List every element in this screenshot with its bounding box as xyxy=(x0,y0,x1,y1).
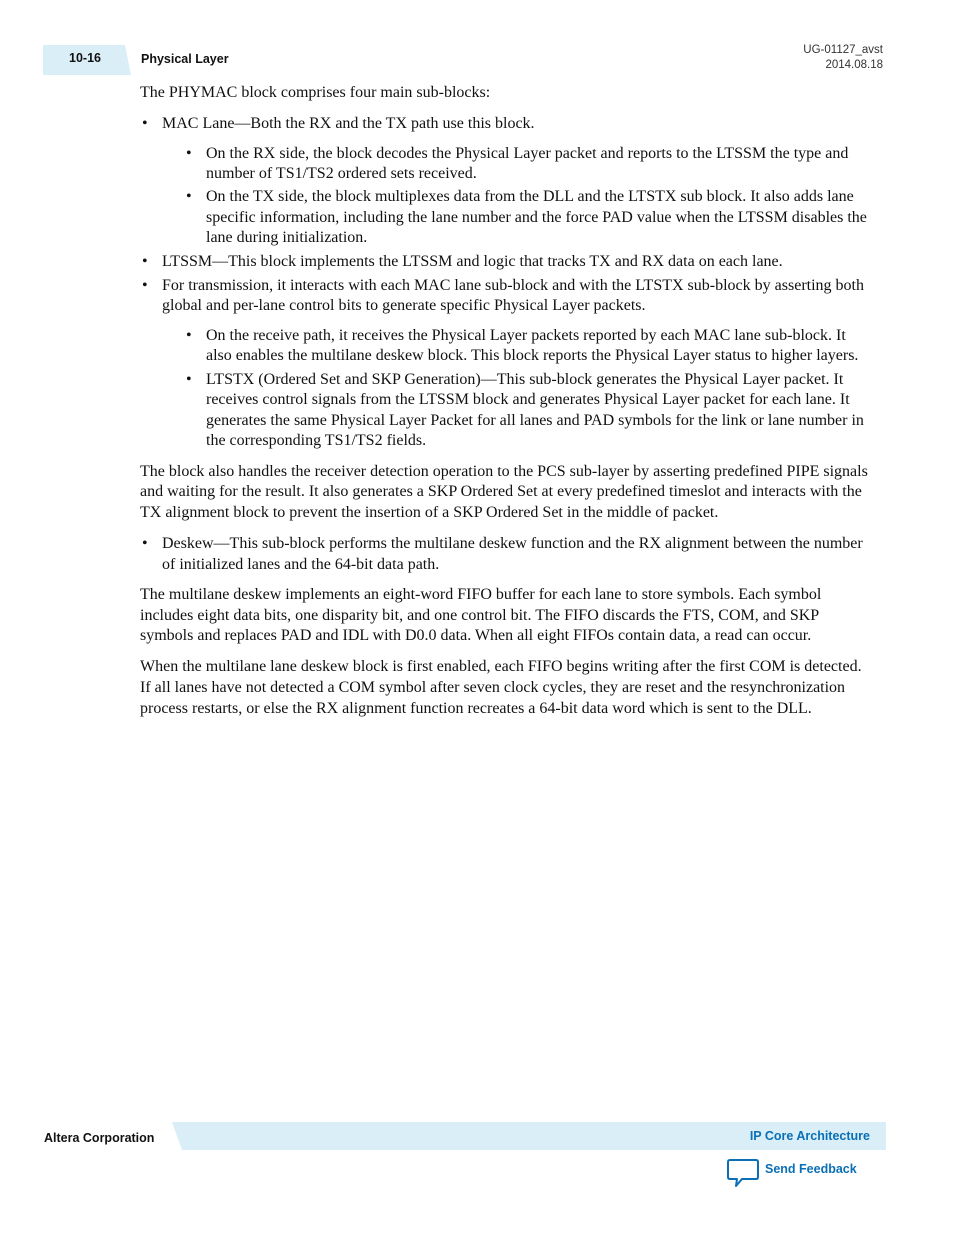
enable-paragraph: When the multilane lane deskew block is first enabled, each FIFO begins writing after the first COM is detected. If all lanes have not detected a COM symbol after seven clock cycles, they are reset and the resynchronization process restarts, or else the RX alignment function recreates a 64-bit data word which is sent to the DLL. xyxy=(140,658,862,717)
chapter-link[interactable]: IP Core Architecture xyxy=(749,1129,870,1143)
send-feedback-label: Send Feedback xyxy=(765,1162,857,1176)
nested-list xyxy=(184,144,873,249)
speech-bubble-icon xyxy=(727,1158,759,1188)
list-item: • On the receive path, it receives the Physical Layer packets reported by each MAC lane sub-block. It also enables the multilane deskew block. This block reports the Physical Layer status to higher layers. xyxy=(184,326,873,367)
section-title: Physical Layer xyxy=(141,52,229,66)
deskew-list xyxy=(140,534,873,575)
document-body xyxy=(140,83,873,730)
list-item xyxy=(140,114,873,249)
list-item: • Deskew—This sub-block performs the multilane deskew function and the RX alignment between the number of initialized lanes and the 64-bit data path. xyxy=(140,534,873,575)
page-number: 10-16 xyxy=(69,51,101,65)
company-name: Altera Corporation xyxy=(44,1131,155,1145)
doc-date: 2014.08.18 xyxy=(825,59,883,71)
list-item xyxy=(140,276,873,452)
sub-block-list xyxy=(140,114,873,452)
list-item: • On the RX side, the block decodes the Physical Layer packet and reports to the LTSSM the type and number of TS1/TS2 ordered sets received. xyxy=(184,144,873,185)
list-item-text: For transmission, it interacts with each MAC lane sub-block and with the LTSTX sub-block by asserting both global and per-lane control bits to generate specific Physical Layer packets. xyxy=(162,276,864,315)
list-item: • LTSTX (Ordered Set and SKP Generation)—This sub-block generates the Physical Layer packet. It receives control signals from the LTSSM block and generates Physical Layer packet for each lane. It generates the same Physical Layer Packet for all lanes and PAD symbols for the link or lane number in the corresponding TS1/TS2 fields. xyxy=(184,370,873,452)
nested-list xyxy=(184,326,873,452)
doc-id: UG-01127_avst xyxy=(803,44,883,56)
doc-meta xyxy=(803,43,883,73)
send-feedback-link[interactable] xyxy=(727,1158,857,1188)
intro-paragraph: The PHYMAC block comprises four main sub-blocks: xyxy=(140,84,491,101)
receiver-paragraph: The block also handles the receiver detection operation to the PCS sub-layer by asserting predefined PIPE signals and waiting for the result. It also generates a SKP Ordered Set at every predefined timeslot and interacts with the TX alignment block to prevent the insertion of a SKP Ordered Set in the middle of packet. xyxy=(140,462,868,522)
list-item xyxy=(140,252,873,273)
list-item-text: MAC Lane—Both the RX and the TX path use this block. xyxy=(162,114,535,132)
list-item: • On the TX side, the block multiplexes data from the DLL and the LTSTX sub block. It also adds lane specific information, including the lane number and the force PAD value when the LTSSM disables the lane during initialization. xyxy=(184,187,873,249)
fifo-paragraph: The multilane deskew implements an eight-word FIFO buffer for each lane to store symbols. Each symbol includes eight data bits, one disparity bit, and one control bit. The FIFO discards the FTS, COM, and SKP symbols and replaces PAD and IDL with D0.0 data. When all eight FIFOs contain data, a read can occur. xyxy=(140,586,822,645)
list-item-text: LTSSM—This block implements the LTSSM and logic that tracks TX and RX data on each lane. xyxy=(162,253,783,271)
